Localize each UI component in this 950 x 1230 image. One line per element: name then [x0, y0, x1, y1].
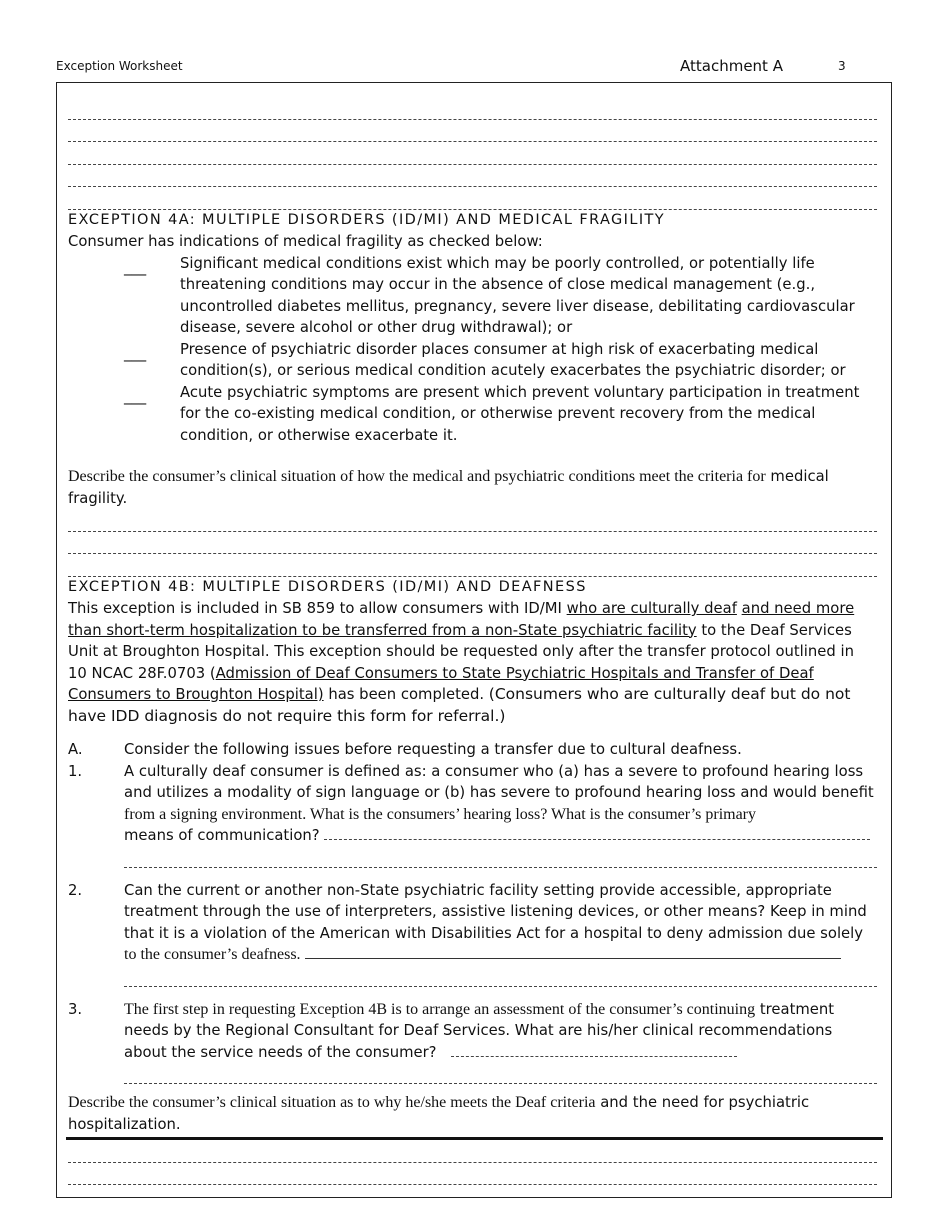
medical-fragility-option-1[interactable]	[124, 253, 877, 339]
describe-prompt-rest: medical fragility.	[68, 468, 829, 507]
page-number: 3	[838, 59, 846, 73]
answer-field[interactable]	[324, 827, 870, 840]
option-text: Significant medical conditions exist which may be poorly controlled, or potentially life threatening conditions may occur in the absence of close medical management (e.g., uncontrolled diabetes mellitus, pregnancy, severe liver disease, debilitating cardiovascular disease, severe alcohol or other drug withdrawal); or	[180, 254, 855, 336]
item-text	[124, 880, 877, 966]
section-divider	[66, 1137, 883, 1140]
exception-4a-intro: Consumer has indications of medical fragility as checked below:	[68, 233, 543, 250]
answer-line[interactable]	[124, 847, 877, 868]
answer-line[interactable]	[68, 556, 877, 577]
item-text	[124, 761, 877, 847]
exception-4a-heading: EXCEPTION 4A: MULTIPLE DISORDERS (ID/MI) AND MEDICAL FRAGILITY	[68, 211, 666, 228]
answer-line[interactable]	[124, 1063, 877, 1084]
text-run: A culturally deaf consumer is defined as: a consumer who (a) has a severe to profound hearing loss and utilizes a modality of sign language or (b) has severe to profound hearing loss and would benefit	[124, 762, 874, 801]
text-run-serif: The first step in requesting Exception 4B is to arrange an assessment of the consumer’s continuing	[124, 1000, 756, 1018]
text-run-note: (Consumers who are culturally deaf but do not have IDD diagnosis do not require this form for referral.)	[68, 685, 851, 725]
header-attachment: Attachment A	[680, 57, 783, 75]
medical-fragility-option-3[interactable]	[124, 382, 877, 447]
describe-prompt-serif: Describe the consumer’s clinical situation as to why he/she meets the Deaf criteria	[68, 1094, 596, 1111]
answer-line[interactable]	[68, 189, 877, 210]
answer-line[interactable]	[68, 511, 877, 532]
item-1	[68, 761, 877, 847]
option-text: Acute psychiatric symptoms are present which prevent voluntary participation in treatment for the co-existing medical condition, or otherwise prevent recovery from the medical condition, or otherwise exacerbate it.	[180, 383, 860, 444]
answer-line[interactable]	[68, 166, 877, 187]
item-number: 1.	[68, 762, 83, 780]
text-run: This exception is included in SB 859 to allow consumers with ID/MI	[68, 600, 567, 617]
text-run-serif: to the consumer’s deafness.	[124, 946, 301, 963]
item-number: A.	[68, 741, 83, 758]
text-run-serif: from a signing environment. What is the consumers’ hearing loss? What is the consumer’s primary	[124, 805, 757, 823]
header-form-title: Exception Worksheet	[56, 59, 183, 73]
answer-line[interactable]	[68, 144, 877, 165]
answer-field[interactable]	[451, 1044, 737, 1057]
checkbox-blank[interactable]: ___	[124, 344, 147, 362]
answer-line[interactable]	[124, 966, 877, 987]
item-3	[68, 999, 877, 1064]
checkbox-blank[interactable]: ___	[124, 387, 147, 405]
checkbox-blank[interactable]: ___	[124, 258, 147, 276]
exception-4b-description	[68, 598, 877, 727]
item-number: 2.	[68, 881, 83, 899]
describe-prompt-rest: and the need for psychiatric hospitalization.	[68, 1094, 810, 1133]
worksheet-body	[68, 97, 877, 1185]
answer-line[interactable]	[68, 1164, 877, 1185]
exception-4b-heading: EXCEPTION 4B: MULTIPLE DISORDERS (ID/MI) AND DEAFNESS	[68, 578, 587, 595]
answer-line[interactable]	[68, 1142, 877, 1163]
option-text: Presence of psychiatric disorder places consumer at high risk of exacerbating medical condition(s), or serious medical condition acutely exacerbates the psychiatric disorder; or	[180, 340, 846, 379]
text-run: Can the current or another non-State psychiatric facility setting provide accessible, appropriate treatment through the use of interpreters, assistive listening devices, or other means? Keep in mind that it is a violation of the American with Disabilities Act for a hospital to deny admission due solely	[124, 881, 867, 942]
item-a	[68, 739, 877, 761]
describe-prompt-serif: Describe the consumer’s clinical situation of how the medical and psychiatric conditions meet the criteria for	[68, 468, 766, 485]
text-run: treatment needs by the Regional Consultant for Deaf Services. What are his/her clinical recommendations about the service needs of the consumer?	[124, 1000, 835, 1061]
answer-field[interactable]	[305, 946, 841, 959]
text-run: means of communication?	[124, 827, 320, 844]
underlined-text: Admission of Deaf Consumers to State Psychiatric Hospitals and Transfer of Deaf Consumers to Broughton Hospital)	[68, 664, 814, 703]
exception-4b-describe-prompt	[68, 1092, 877, 1135]
underlined-text: who are culturally deaf	[566, 600, 737, 617]
exception-4a-describe-prompt	[68, 466, 877, 509]
text-run: has been completed.	[323, 686, 489, 703]
answer-line[interactable]	[68, 533, 877, 554]
text-run: to the Deaf Services Unit at Broughton Hospital. This exception should be requested only after the transfer protocol outlined in 10 NCAC 28F.0703 (	[68, 621, 854, 682]
answer-line[interactable]	[68, 99, 877, 120]
answer-line[interactable]	[68, 121, 877, 142]
item-2	[68, 880, 877, 966]
medical-fragility-option-2[interactable]	[124, 339, 877, 382]
worksheet-frame	[56, 82, 892, 1198]
item-text	[124, 999, 877, 1064]
underlined-text: and need more than short-term hospitalization to be transferred from a non-State psychiatric facility	[68, 600, 855, 639]
item-text: Consider the following issues before requesting a transfer due to cultural deafness.	[124, 741, 742, 758]
item-number: 3.	[68, 1000, 83, 1018]
